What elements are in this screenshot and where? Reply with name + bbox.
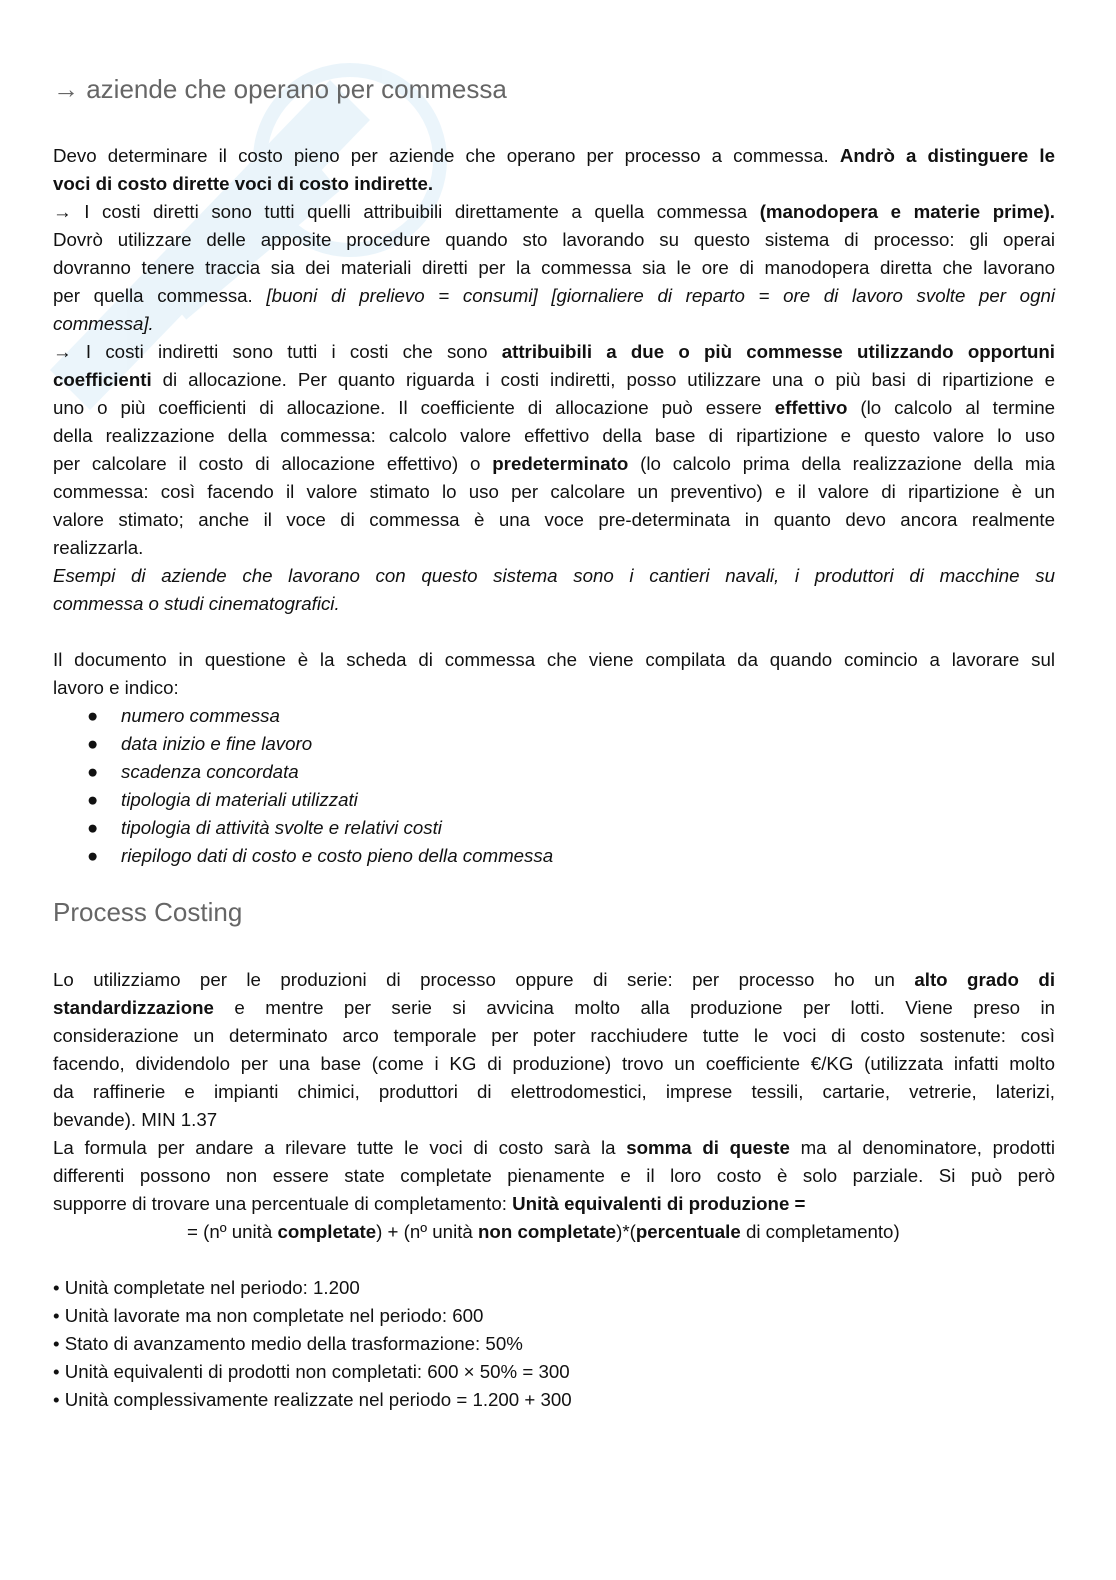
paragraph-line: commessa o studi cinematografici. [53, 593, 340, 614]
paragraph-line: per quella commessa. [buoni di prelievo = consumi] [giornaliere di reparto = ore di lavoro svolte per ogni [53, 285, 1056, 306]
list-item: ● tipologia di materiali utilizzati [87, 789, 358, 810]
paragraph-line: differenti possono non essere state completate pienamente e il loro costo è solo parziale. Si può però [53, 1165, 1055, 1186]
list-item: ● data inizio e fine lavoro [87, 733, 313, 754]
paragraph-line: Dovrò utilizzare delle apposite procedure quando sto lavorando su questo sistema di processo: gli operai [53, 229, 1055, 250]
paragraph-line: commessa]. [53, 313, 154, 334]
example-line: • Stato di avanzamento medio della trasformazione: 50% [53, 1333, 523, 1354]
example-line: • Unità equivalenti di prodotti non completati: 600 × 50% = 300 [53, 1361, 570, 1382]
paragraph-line: valore stimato; anche il voce di commessa è una voce pre-determinata in quanto devo ancora realmente [53, 509, 1055, 530]
paragraph-line: facendo, dividendolo per una base (come i KG di produzione) trovo un coefficiente €/KG (utilizzata infatti molto [53, 1053, 1055, 1074]
list-item: ● tipologia di attività svolte e relativi costi [87, 817, 442, 838]
paragraph-line: Esempi di aziende che lavorano con questo sistema sono i cantieri navali, i produttori di macchine su [53, 565, 1055, 586]
paragraph-line: per calcolare il costo di allocazione effettivo) o predeterminato (lo calcolo prima della realizzazione della mia [53, 453, 1056, 474]
example-line: • Unità completate nel periodo: 1.200 [53, 1277, 360, 1298]
paragraph-line: Devo determinare il costo pieno per aziende che operano per processo a commessa. Andrò a distinguere le [53, 145, 1055, 166]
example-line: • Unità complessivamente realizzate nel periodo = 1.200 + 300 [53, 1389, 572, 1410]
list-item: ● riepilogo dati di costo e costo pieno della commessa [87, 845, 554, 866]
paragraph-line: supporre di trovare una percentuale di completamento: Unità equivalenti di produzione = [53, 1193, 806, 1214]
paragraph-line: lavoro e indico: [53, 677, 179, 698]
paragraph-line: → I costi diretti sono tutti quelli attribuibili direttamente a quella commessa (manodopera e materie prime). [53, 201, 1055, 222]
section-heading-commessa: → aziende che operano per commessa [53, 74, 507, 104]
paragraph-line: Lo utilizziamo per le produzioni di processo oppure di serie: per processo ho un alto grado di [53, 969, 1056, 990]
example-line: • Unità lavorate ma non completate nel periodo: 600 [53, 1305, 484, 1326]
paragraph-line: dovranno tenere traccia sia dei materiali diretti per la commessa sia le ore di manodopera diretta che lavorano [53, 257, 1055, 278]
paragraph-line: La formula per andare a rilevare tutte le voci di costo sarà la somma di queste ma al denominatore, prodotti [53, 1137, 1055, 1158]
formula-line: = (nº unità completate) + (nº unità non completate)*(percentuale di completamento) [187, 1221, 900, 1242]
paragraph-line: realizzarla. [53, 537, 144, 558]
paragraph-line: commessa: così facendo il valore stimato lo uso per calcolare un preventivo) e il valore di ripartizione è un [53, 481, 1055, 502]
paragraph-line: bevande). MIN 1.37 [53, 1109, 218, 1130]
list-item: ● numero commessa [87, 705, 280, 726]
list-item: ● scadenza concordata [87, 761, 299, 782]
paragraph-line: uno o più coefficienti di allocazione. Il coefficiente di allocazione può essere effettivo (lo calcolo al termine [53, 397, 1055, 418]
paragraph-line: della realizzazione della commessa: calcolo valore effettivo della base di ripartizione e questo valore lo uso [53, 425, 1055, 446]
paragraph-line: standardizzazione e mentre per serie si avvicina molto alla produzione per lotti. Viene preso in [53, 997, 1055, 1018]
paragraph-line: → I costi indiretti sono tutti i costi che sono attribuibili a due o più commesse utilizzando opportuni [53, 341, 1055, 362]
paragraph-line: Il documento in questione è la scheda di commessa che viene compilata da quando comincio a lavorare sul [53, 649, 1055, 670]
paragraph-line: voci di costo dirette voci di costo indirette. [53, 173, 434, 194]
paragraph-line: da raffinerie e impianti chimici, produttori di elettrodomestici, imprese tessili, cartarie, vetrerie, laterizi, [53, 1081, 1055, 1102]
paragraph-line: considerazione un determinato arco temporale per poter racchiudere tutte le voci di costo sostenute: così [53, 1025, 1055, 1046]
section-heading-process-costing: Process Costing [53, 897, 243, 927]
paragraph-line: coefficienti di allocazione. Per quanto riguarda i costi indiretti, posso utilizzare una o più basi di ripartizione e [53, 369, 1055, 390]
